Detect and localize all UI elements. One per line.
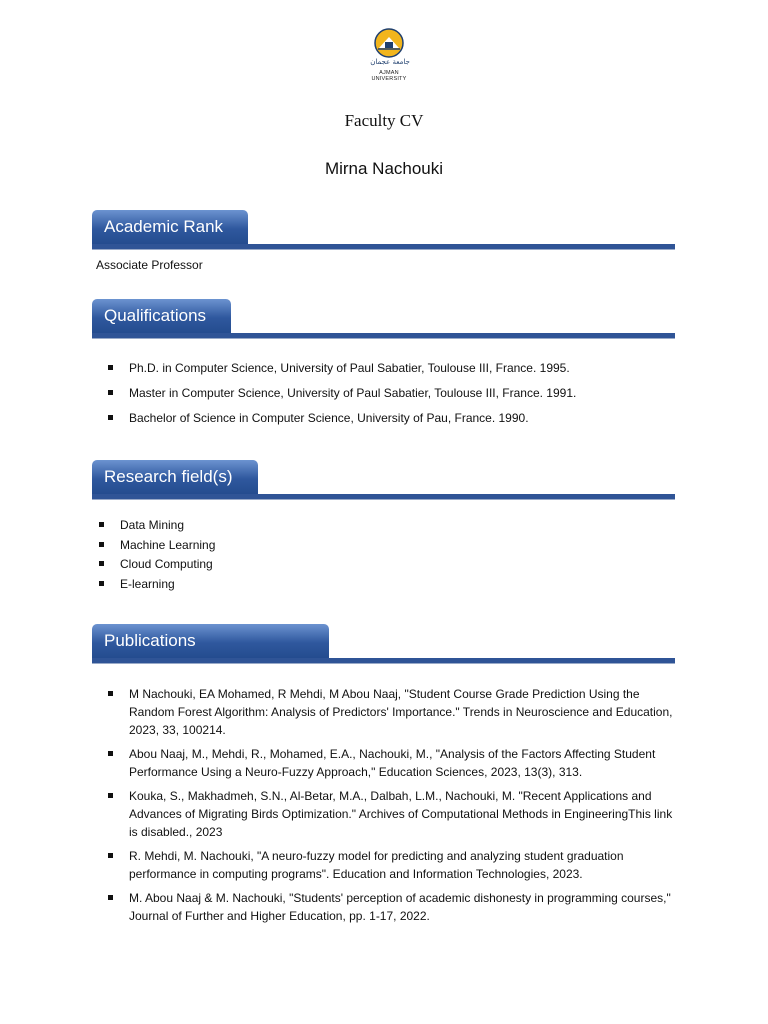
list-item: Ph.D. in Computer Science, University of Paul Sabatier, Toulouse III, France. 1995. [129, 361, 669, 375]
logo-english-text: AJMAN UNIVERSITY [371, 70, 407, 82]
logo-emblem-icon [361, 28, 417, 60]
academic-rank-value: Associate Professor [96, 258, 203, 272]
research-fields-list [120, 518, 520, 596]
faculty-name: Mirna Nachouki [324, 159, 444, 178]
section-publications [92, 624, 675, 664]
list-item: Data Mining [120, 518, 520, 532]
section-header-academic-rank: Academic Rank [92, 210, 248, 244]
qualifications-list [129, 361, 669, 436]
list-item: M. Abou Naaj & M. Nachouki, "Students' perception of academic dishonesty in programming courses," Journal of Further and Higher Education, pp. 1-17, 2022. [129, 889, 677, 925]
logo-arabic-text: جامعة عجمان [370, 58, 410, 66]
list-item: Abou Naaj, M., Mehdi, R., Mohamed, E.A., Nachouki, M., "Analysis of the Factors Affecting Student Performance Using a Neuro-Fuzzy Approach," Education Sciences, 2023, 13(3), 313. [129, 745, 677, 781]
list-item: M Nachouki, EA Mohamed, R Mehdi, M Abou Naaj, "Student Course Grade Prediction Using the Random Forest Algorithm: Analysis of Predictors' Importance." Trends in Neuroscience and Education, 2023, 33, 100214. [129, 685, 677, 739]
section-divider [92, 244, 675, 250]
section-divider [92, 658, 675, 664]
list-item: Machine Learning [120, 538, 520, 552]
document-title: Faculty CV [344, 111, 424, 130]
section-divider [92, 494, 675, 500]
list-item: Cloud Computing [120, 557, 520, 571]
section-academic-rank [92, 210, 675, 250]
section-research-fields [92, 460, 675, 500]
publications-list [129, 685, 677, 931]
list-item: Master in Computer Science, University of Paul Sabatier, Toulouse III, France. 1991. [129, 386, 669, 400]
list-item: R. Mehdi, M. Nachouki, "A neuro-fuzzy model for predicting and analyzing student graduation performance in computing programs". Education and Information Technologies, 2023. [129, 847, 677, 883]
list-item: Kouka, S., Makhadmeh, S.N., Al-Betar, M.A., Dalbah, L.M., Nachouki, M. "Recent Applications and Advances of Migrating Birds Optimization." Archives of Computational Methods in EngineeringThis link is disabled., 2023 [129, 787, 677, 841]
section-header-publications: Publications [92, 624, 329, 658]
section-header-qualifications: Qualifications [92, 299, 231, 333]
list-item: E-learning [120, 577, 520, 591]
list-item: Bachelor of Science in Computer Science, University of Pau, France. 1990. [129, 411, 669, 425]
section-divider [92, 333, 675, 339]
university-logo [361, 28, 417, 80]
section-qualifications [92, 299, 675, 339]
section-header-research-fields: Research field(s) [92, 460, 258, 494]
